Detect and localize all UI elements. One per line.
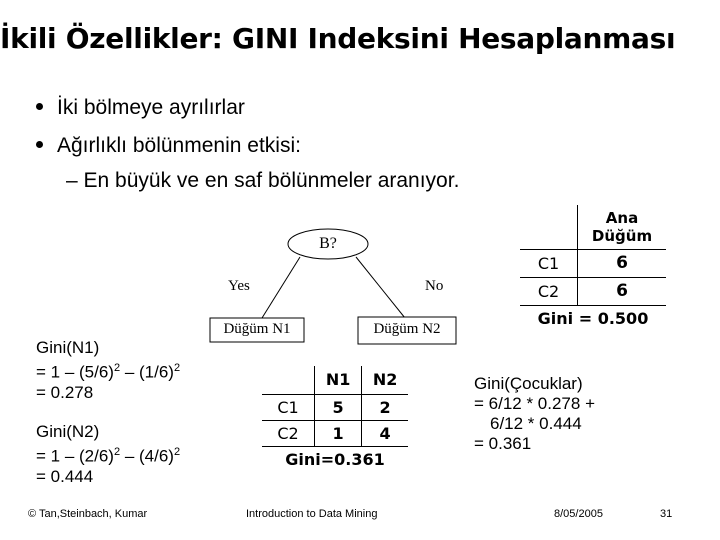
- yes-label: Yes: [228, 278, 250, 294]
- formula-term: = 1 – (2/6): [36, 446, 114, 466]
- formula-exponent: 2: [113, 446, 121, 458]
- table-cell: C2: [520, 277, 578, 305]
- formula-line: Gini(N2): [36, 422, 100, 441]
- formula-line: [36, 442, 180, 467]
- footer-page-number: 31: [660, 508, 673, 520]
- formula-line: 6/12 * 0.444: [490, 414, 582, 433]
- table-cell: 6: [616, 253, 628, 273]
- root-node-label: B?: [319, 235, 337, 252]
- yes-branch-line: [262, 257, 300, 318]
- table-header-cell: N2: [372, 370, 398, 390]
- table-footer-cell: Gini=0.361: [285, 449, 385, 469]
- table-header-cell: Ana Düğüm: [591, 208, 653, 245]
- formula-line: [36, 358, 180, 383]
- gini-n1-formula: [36, 338, 180, 403]
- table-cell: C1: [262, 394, 315, 420]
- formula-line: = 0.278: [36, 382, 94, 402]
- table-cell: 1: [315, 420, 362, 446]
- no-label: No: [425, 278, 444, 294]
- formula-line: = 6/12 * 0.278 +: [474, 394, 595, 413]
- page-title: İkili Özellikler: GINI Indeksini Hesaplanması: [0, 22, 676, 55]
- table-header-cell: [262, 366, 315, 394]
- formula-term: – (4/6): [120, 446, 174, 466]
- table-header-cell: [520, 205, 578, 249]
- formula-term: – (1/6): [120, 362, 174, 382]
- formula-exponent: 2: [113, 362, 121, 374]
- formula-term: = 1 – (5/6): [36, 362, 114, 382]
- table-cell: C2: [262, 420, 315, 446]
- formula-line: Gini(Çocuklar): [474, 374, 583, 393]
- formula-line: Gini(N1): [36, 338, 100, 357]
- table-cell: 6: [616, 281, 628, 301]
- table-cell: 2: [379, 397, 391, 417]
- table-cell: C1: [520, 249, 578, 277]
- footer-copyright: © Tan,Steinbach, Kumar: [28, 508, 148, 520]
- table-cell: 5: [315, 394, 362, 420]
- node-n1-label: Düğüm N1: [223, 321, 291, 337]
- formula-exponent: 2: [173, 362, 181, 374]
- bullet-text: Ağırlıklı bölünmenin etkisi:: [57, 134, 301, 157]
- table-cell: 4: [379, 423, 391, 443]
- formula-line: = 0.361: [474, 434, 532, 453]
- bullet-text: İki bölmeye ayrılırlar: [57, 96, 245, 119]
- table-footer-cell: Gini = 0.500: [537, 308, 649, 328]
- node-n2-label: Düğüm N2: [373, 321, 441, 337]
- child-table: [262, 366, 408, 472]
- sub-bullet: – En büyük ve en saf bölünmeler aranıyor.: [66, 169, 460, 192]
- gini-children-formula: [474, 374, 595, 454]
- formula-exponent: 2: [173, 446, 181, 458]
- formula-line: = 0.444: [36, 466, 94, 486]
- no-branch-line: [356, 257, 405, 318]
- footer-course-title: Introduction to Data Mining: [246, 508, 378, 520]
- footer-date: 8/05/2005: [554, 508, 603, 520]
- parent-table: [520, 205, 666, 331]
- gini-n2-formula: [36, 422, 180, 487]
- table-header-cell: N1: [315, 366, 362, 394]
